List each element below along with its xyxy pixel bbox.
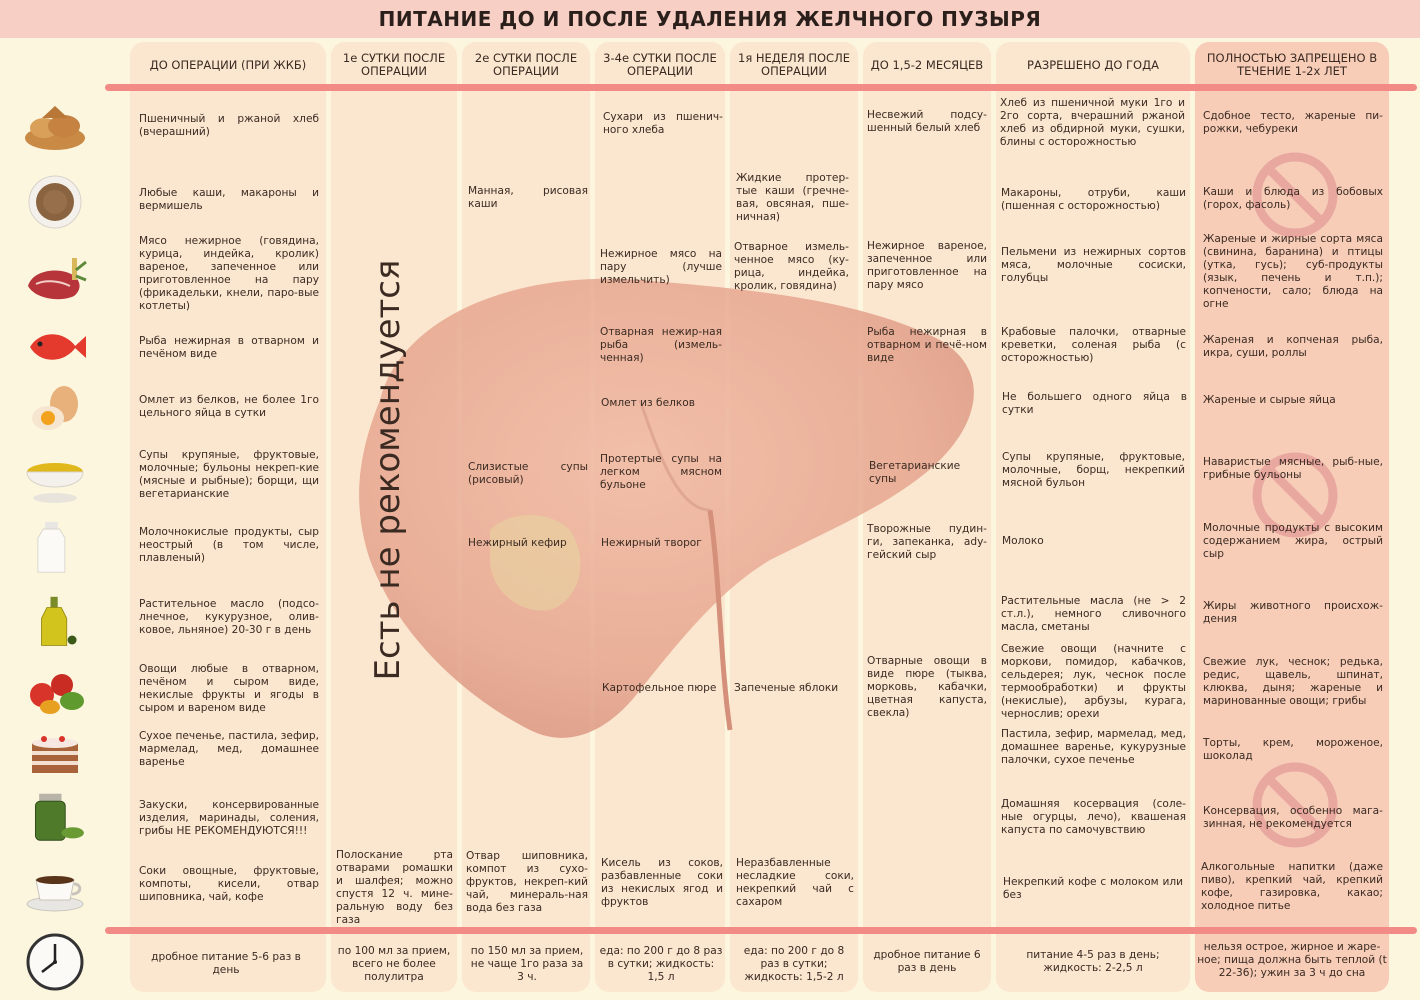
cell-before-fish: Рыба нежирная в отварном и печёном виде: [139, 335, 319, 360]
cell-day34-soup: Протертые супы на легком мясном бульоне: [600, 453, 722, 491]
cell-month2-veg: Отварные овощи в виде пюре (тыква, морковь, кабачки, цветная капуста, свекла): [867, 655, 987, 719]
page-title: ПИТАНИЕ ДО И ПОСЛЕ УДАЛЕНИЯ ЖЕЛЧНОГО ПУЗЫРЯ: [378, 7, 1042, 31]
cell-before-dairy: Молочнокислые продукты, сыр неострый (в том числе, плавленый): [139, 526, 319, 564]
cell-day34-veg: Картофельное пюре: [602, 682, 717, 694]
cell-week1-veg: Запеченые яблоки: [734, 682, 839, 694]
coffee-icon: [22, 860, 88, 914]
fish-icon: [22, 320, 88, 374]
cell-before-sweets: Сухое печенье, пастила, зефир, мармелад, мед, домашнее варенье: [139, 730, 319, 768]
cell-year-dairy: Молоко: [1002, 535, 1044, 547]
header-divider: [105, 84, 1417, 91]
cell-before-drinks: Соки овощные, фруктовые, компоты, кисели, отвар шиповника, чай, кофе: [139, 865, 319, 903]
cell-month2-bread: Несвежий подсу-шенный белый хлеб: [867, 109, 987, 134]
column-header-day1: 1е СУТКИ ПОСЛЕ ОПЕРАЦИИ: [342, 51, 446, 78]
not-recommended-label: Есть не рекомендуется: [368, 259, 408, 681]
cell-day34-fish: Отварная нежир-ная рыба (измель-ченная): [600, 326, 722, 364]
cell-day34-drinks: Кисель из соков, разбавленные соки из некислых ягод и фруктов: [601, 857, 723, 908]
clock-icon: [22, 932, 88, 992]
cell-day34-dairy: Нежирный творог: [601, 537, 702, 549]
cell-year-fish: Крабовые палочки, отварные креветки, соленая рыба (с осторожностью): [1001, 326, 1186, 364]
cell-forbidden-preserves: Консервация, особенно мага-зинная, не рекомендуется: [1203, 805, 1383, 830]
footer-forbidden: нельзя острое, жирное и жаре-ное; пища должна быть теплой (t 22-36); ужин за 3 ч до сна: [1197, 941, 1387, 979]
column-header-week1: 1я НЕДЕЛЯ ПОСЛЕ ОПЕРАЦИИ: [738, 51, 850, 78]
cell-day34-bread: Сухари из пшенич-ного хлеба: [603, 111, 723, 136]
cell-before-egg: Омлет из белков, не более 1го цельного яйца в сутки: [139, 394, 319, 419]
column-header-day2: 2е СУТКИ ПОСЛЕ ОПЕРАЦИИ: [474, 51, 578, 78]
cell-before-oil: Растительное масло (подсо-лнечное, кукурузное, олив-ковое, льняное) 20-30 г в день: [139, 598, 319, 636]
footer-before: дробное питание 5-6 раз в день: [151, 951, 301, 976]
cell-before-soup: Супы крупяные, фруктовые, молочные; бульоны некреп-кие (мясные и рыбные); борщи, щи вегетарианские: [139, 449, 319, 500]
cell-year-meat: Пельмени из нежирных сортов мяса, молочные сосиски, голубцы: [1001, 246, 1186, 284]
footer-divider: [105, 927, 1417, 934]
cell-year-porridge: Макароны, отруби, каши (пшенная с осторожностью): [1001, 187, 1186, 212]
footer-year: питание 4-5 раз в день; жидкость: 2-2,5 л: [1026, 949, 1160, 974]
cell-forbidden-soup: Наваристые мясные, рыб-ные, грибные бульоны: [1203, 456, 1383, 481]
cell-week1-meat: Отварное измель-ченное мясо (ку-рица, индейка, кролик, говядина): [734, 241, 849, 292]
cell-year-preserves: Домашняя косервация (соле-ные огурцы, лечо), квашеная капуста по самочувствию: [1001, 798, 1186, 836]
cell-day2-porridge: Манная, рисовая каши: [468, 185, 588, 210]
cell-year-drinks: Некрепкий кофе с молоком или без: [1003, 876, 1183, 901]
column-header-before: ДО ОПЕРАЦИИ (ПРИ ЖКБ): [149, 57, 307, 72]
cell-month2-dairy: Творожные пудин-ги, запеканка, ady-гейский сыр: [867, 523, 987, 561]
cell-forbidden-meat: Жареные и жирные сорта мяса (свинина, баранина) и птицы (утка, гусь); суб-продукты (язык, печень и т.п.); копчености, сало; блюда на огне: [1203, 233, 1383, 310]
egg-icon: [22, 380, 88, 434]
cell-month2-meat: Нежирное вареное, запеченное или приготовленное на пару мясо: [867, 240, 987, 291]
cell-week1-porridge: Жидкие протер-тые каши (гречне-вая, овсяная, пше-ничная): [736, 172, 849, 223]
column-header-forbidden: ПОЛНОСТЬЮ ЗАПРЕЩЕНО В ТЕЧЕНИЕ 1-2х ЛЕТ: [1206, 51, 1378, 78]
footer-day2: по 150 мл за прием, не чаще 1го раза за 3 ч.: [470, 945, 584, 983]
cell-month2-soup: Вегетарианские супы: [869, 460, 961, 485]
milk-icon: [22, 520, 88, 574]
cell-forbidden-egg: Жареные и сырые яйца: [1203, 394, 1336, 406]
cell-forbidden-fats: Жиры животного происхож-дения: [1203, 600, 1383, 625]
cell-forbidden-fish: Жареная и копченая рыба, икра, суши, роллы: [1203, 334, 1383, 359]
buckwheat-icon: [22, 175, 88, 229]
column-header-month2: ДО 1,5-2 МЕСЯЦЕВ: [870, 57, 984, 72]
cell-before-bread: Пшеничный и ржаной хлеб (вчерашний): [139, 113, 319, 138]
cell-year-soup: Супы крупяные, фруктовые, молочные, борщ, некрепкий мясной бульон: [1002, 451, 1185, 489]
column-header-day34: 3-4е СУТКИ ПОСЛЕ ОПЕРАЦИИ: [603, 51, 717, 78]
cell-day2-drinks: Отвар шиповника, компот из сухо-фруктов, некреп-кий чай, минераль-ная вода без газа: [466, 850, 588, 914]
oil-icon: [22, 595, 88, 649]
cake-icon: [22, 725, 88, 779]
column-header-year: РАЗРЕШЕНО ДО ГОДА: [1027, 57, 1159, 72]
cell-year-sweets: Пастила, зефир, мармелад, мед, домашнее варенье, кукурузные палочки, сухое печенье: [1001, 728, 1186, 766]
vegetables-icon: [22, 665, 88, 719]
cell-day34-egg: Омлет из белков: [601, 397, 695, 409]
cell-year-veg: Свежие овощи (начните с моркови, помидор, кабачков, сельдерея; лук, чеснок после термообработки) и фрукты (некислые), арбузы, курага, чернослив; орехи: [1001, 643, 1186, 720]
cell-week1-drinks: Неразбавленные несладкие соки, некрепкий чай с сахаром: [736, 857, 854, 908]
cell-forbidden-dairy: Молочные продукты с высоким содержанием жира, острый сыр: [1203, 522, 1383, 560]
cell-forbidden-sweets: Торты, крем, мороженое, шоколад: [1203, 737, 1383, 762]
cell-before-preserves: Закуски, консервированные изделия, маринады, соления, грибы НЕ РЕКОМЕНДУЮТСЯ!!!: [139, 799, 319, 837]
cell-forbidden-bread: Сдобное тесто, жареные пи-рожки, чебуреки: [1203, 110, 1383, 135]
cell-day34-meat: Нежирное мясо на пару (лучше измельчить): [600, 248, 722, 286]
cell-forbidden-veg: Свежие лук, чеснок; редька, редис, щавель, шпинат, клюква, дыня; жареные и маринованные овощи; грибы: [1203, 656, 1383, 707]
column-year-bg: [996, 42, 1190, 992]
cell-year-egg: Не большего одного яйца в сутки: [1002, 391, 1187, 416]
cell-before-veg: Овощи любые в отварном, печёном и сыром виде, некислые фрукты и ягоды в сыром и вареном виде: [139, 663, 319, 714]
cell-day1-drinks: Полоскание рта отварами ромашки и шалфея; можно спустя 12 ч. мине-ральную воду без газа: [336, 849, 453, 926]
pickles-icon: [22, 790, 88, 844]
cell-year-oil: Растительные масла (не > 2 ст.л.), немного сливочного масла, сметаны: [1001, 595, 1186, 633]
bread-icon: [22, 100, 88, 154]
column-before-bg: [130, 42, 326, 992]
cell-forbidden-drinks: Алкогольные напитки (даже пиво), крепкий чай, крепкий кофе, газировка, какао; холодное питье: [1201, 861, 1383, 912]
cell-before-porridge: Любые каши, макароны и вермишель: [139, 187, 319, 212]
meat-icon: [22, 250, 88, 304]
title-bar: [0, 0, 1420, 38]
cell-before-meat: Мясо нежирное (говядина, курица, индейка, кролик) вареное, запеченное или приготовленное на пару (фрикадельки, кнели, паро-вые котлеты): [139, 235, 319, 312]
cell-year-bread: Хлеб из пшеничной муки 1го и 2го сорта, вчерашний ржаной хлеб из обдирной муки, сушки, блины с осторожностью: [1000, 97, 1185, 148]
footer-week1: еда: по 200 г до 8 раз в сутки; жидкость: 1,5-2 л: [743, 945, 845, 983]
cell-day2-dairy: Нежирный кефир: [468, 537, 567, 549]
footer-day34: еда: по 200 г до 8 раз в сутки; жидкость: 1,5 л: [599, 945, 723, 983]
footer-day1: по 100 мл за прием, всего не более полулитра: [337, 945, 451, 983]
cell-month2-fish: Рыба нежирная в отварном и печё-ном виде: [867, 326, 987, 364]
cell-day2-soup: Слизистые супы (рисовый): [468, 461, 588, 486]
cell-forbidden-porridge: Каши и блюда из бобовых (горох, фасоль): [1203, 186, 1383, 211]
footer-month2: дробное питание 6 раз в день: [873, 949, 981, 974]
soup-icon: [22, 450, 88, 504]
